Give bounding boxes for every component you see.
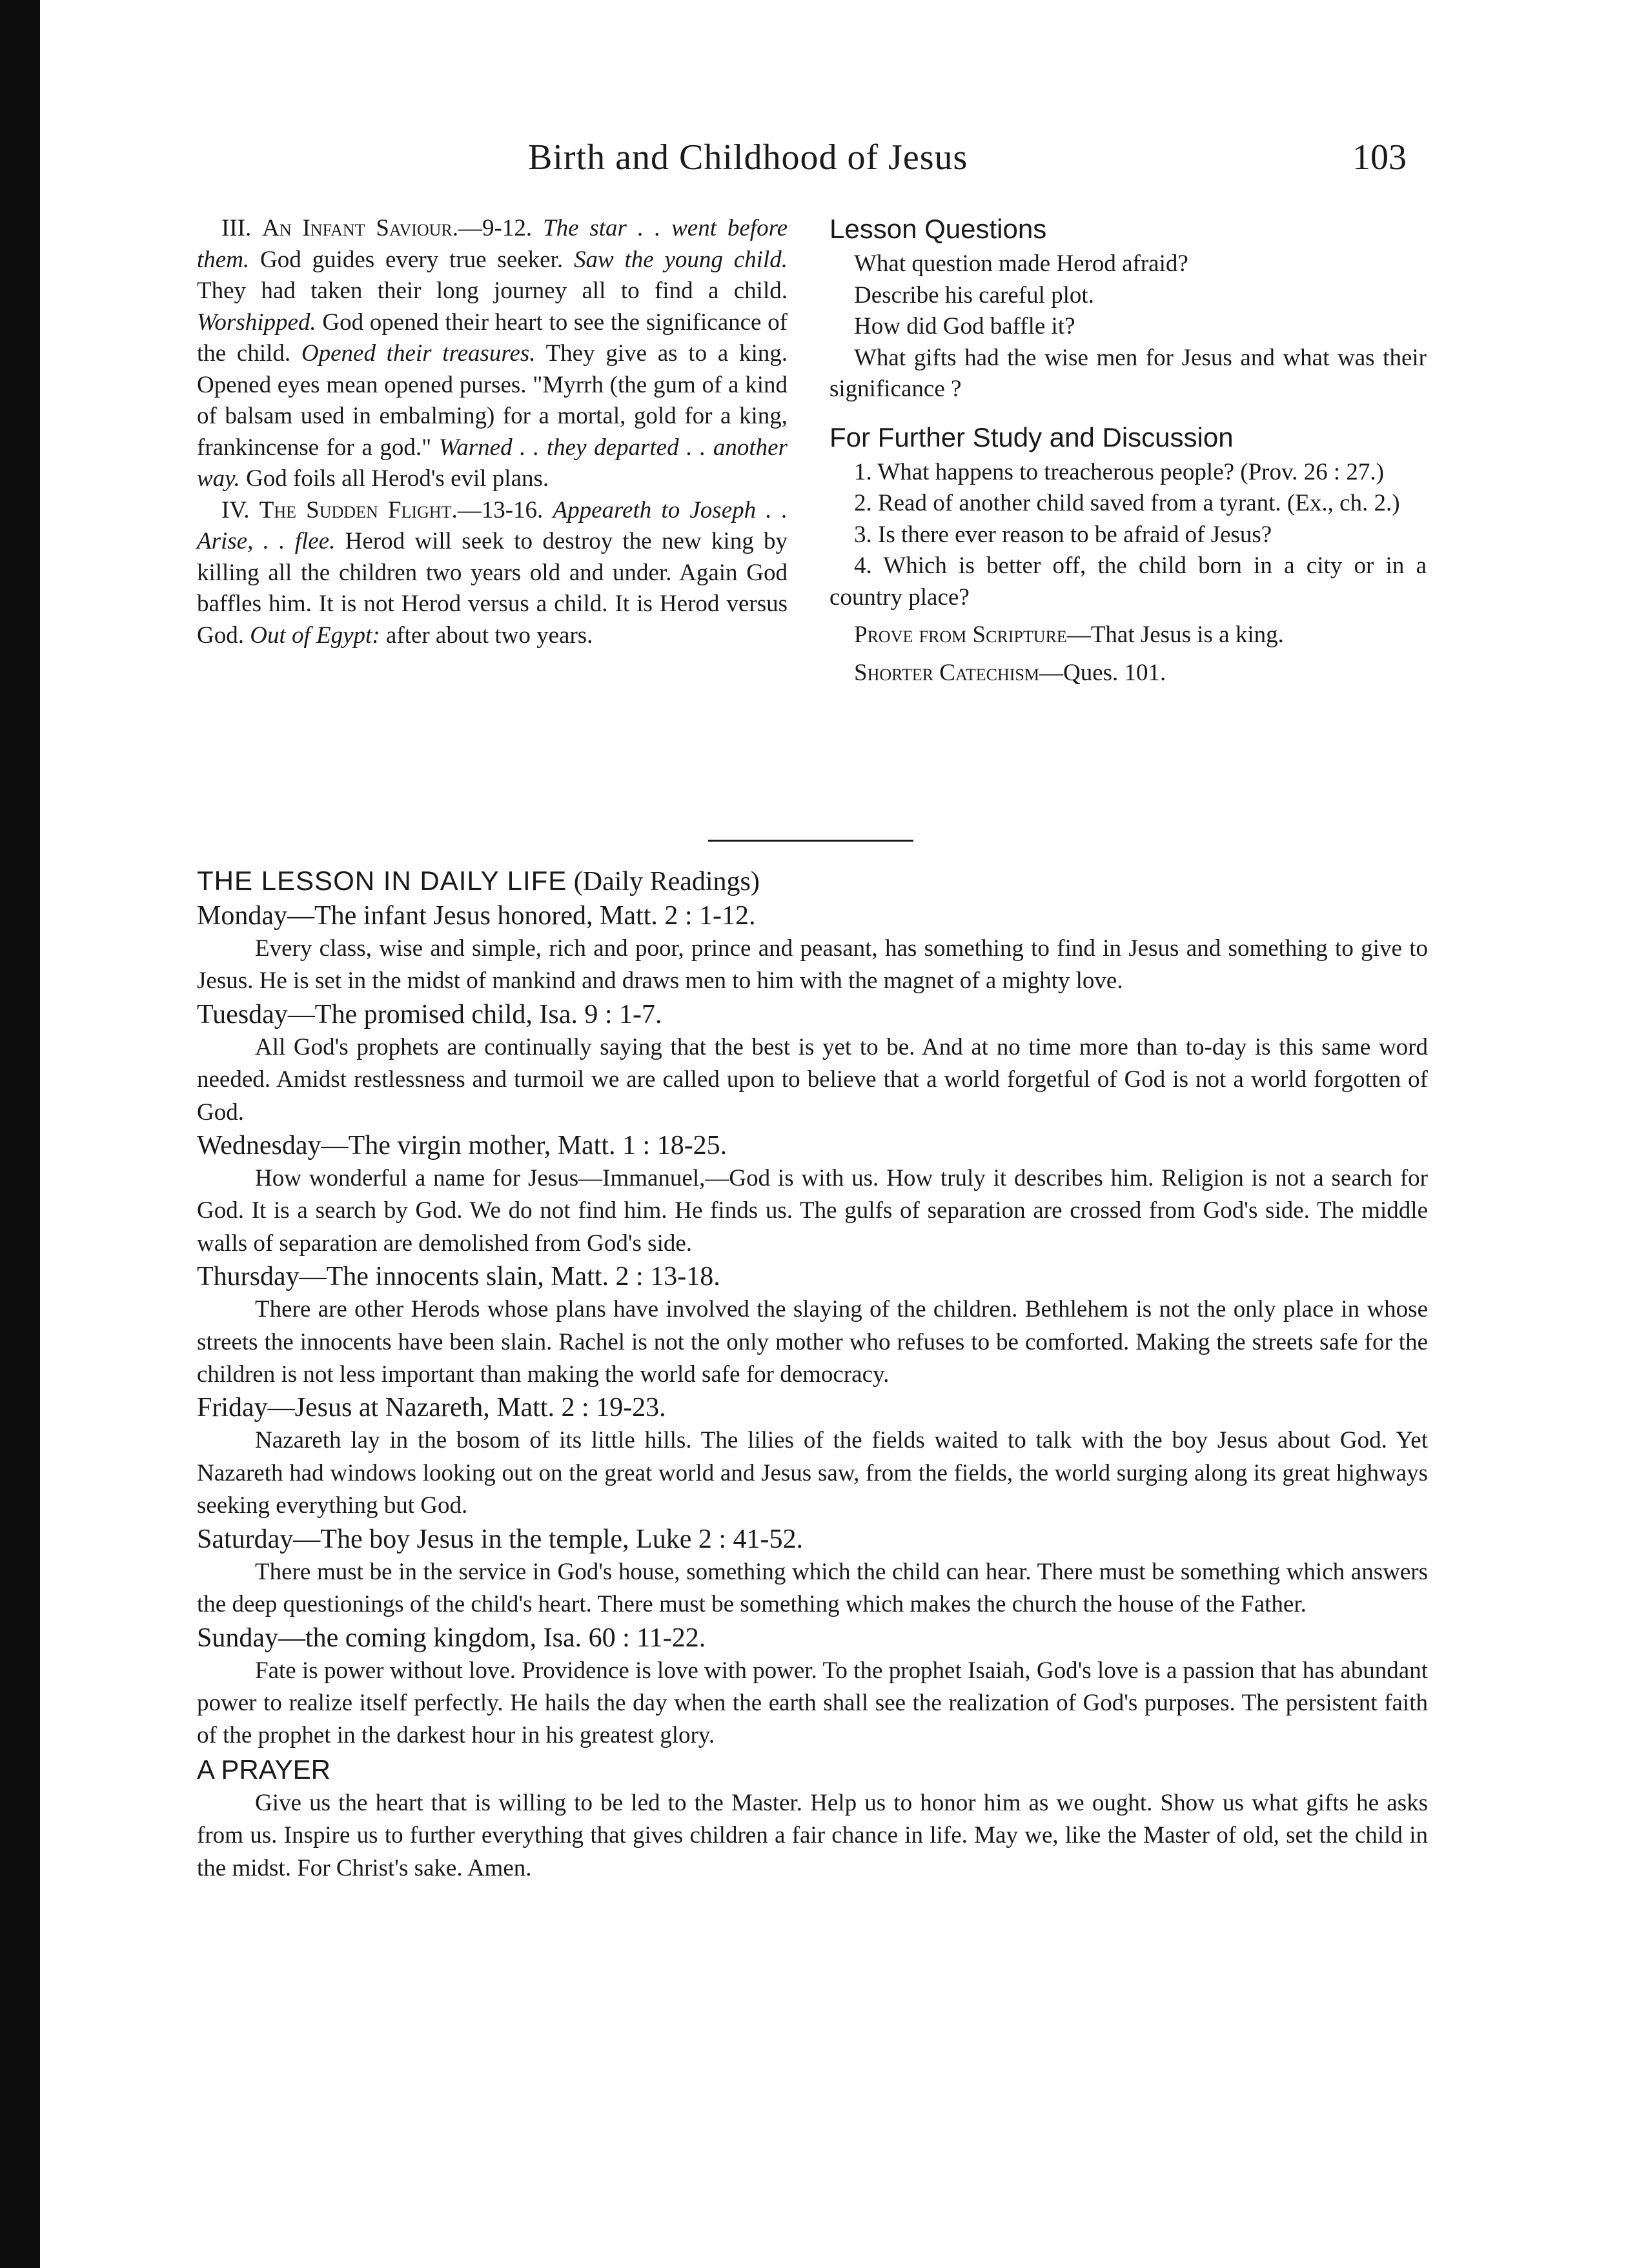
- section-infant-saviour: III. An Infant Saviour.—9-12. The star . . went before them. God guides every true seeker. Saw the young child. They had taken their long journey all to find a child. Worshipped. God opened their heart to see the significance of the child. Opened their treasures. They give as to a king. Opened eyes mean opened purses. "Myrrh (the gum of a kind of balsam used in embalming) for a mortal, gold for a king, frankincense for a god." Warned . . they departed . . another way. God foils all Herod's evil plans.: [197, 215, 788, 492]
- prayer-heading: A PRAYER: [197, 1754, 331, 1785]
- day-text-tuesday: All God's prophets are continually saying that the best is yet to be. And at no time more than to-day is this same word needed. Amidst restlessness and turmoil we are called upon to believe that a world forgetful of God is not a world forgotten of God.: [197, 1033, 1428, 1126]
- day-heading-friday: Friday—Jesus at Nazareth, Matt. 2 : 19-23.: [197, 1393, 666, 1423]
- day-text-friday: Nazareth lay in the bosom of its little hills. The lilies of the fields waited to talk with the boy Jesus about God. Yet Nazareth had windows looking out on the great world and Jesus saw, from the fields, the world surging along its great highways seeking everything but God.: [197, 1427, 1428, 1519]
- day-text-thursday: There are other Herods whose plans have involved the slaying of the children. Bethlehem is not the only place in whose streets the innocents have been slain. Rachel is not the only mother who refuses to be comforted. Making the streets safe for the children is not less important than making the world safe for democracy.: [197, 1296, 1428, 1388]
- day-heading-sunday: Sunday—the coming kingdom, Isa. 60 : 11-22.: [197, 1623, 706, 1653]
- day-text-sunday: Fate is power without love. Providence is love with power. To the prophet Isaiah, God's love is a passion that has abundant power to realize itself perfectly. He hails the day when the earth shall see the realization of God's purposes. The persistent faith of the prophet in the darkest hour in his greatest glory.: [197, 1657, 1428, 1749]
- section-heading: The Sudden Flight.: [259, 496, 458, 523]
- study-item: 3. Is there ever reason to be afraid of Jesus?: [854, 521, 1272, 548]
- question-item: What question made Herod afraid?: [854, 250, 1188, 277]
- question-item: What gifts had the wise men for Jesus and what was their significance ?: [829, 344, 1427, 402]
- day-heading-saturday: Saturday—The boy Jesus in the temple, Luke 2 : 41-52.: [197, 1524, 803, 1554]
- section-sudden-flight: IV. The Sudden Flight.—13-16. Appeareth to Joseph . . Arise, . . flee. Herod will seek to destroy the new king by killing all the children two years old and under. Again God baffles him. It is not Herod versus a child. It is Herod versus God. Out of Egypt: after about two years.: [197, 496, 788, 649]
- page-header-title: Birth and Childhood of Jesus: [528, 137, 968, 177]
- question-item: Describe his careful plot.: [854, 281, 1094, 309]
- daily-readings-title: THE LESSON IN DAILY LIFE (Daily Readings): [197, 866, 760, 896]
- page-number: 103: [1352, 137, 1407, 177]
- day-heading-thursday: Thursday—The innocents slain, Matt. 2 : 13-18.: [197, 1262, 720, 1292]
- day-heading-tuesday: Tuesday—The promised child, Isa. 9 : 1-7.: [197, 999, 662, 1029]
- right-column: [829, 210, 1427, 689]
- day-text-monday: Every class, wise and simple, rich and poor, prince and peasant, has something to find in Jesus and something to give to Jesus. He is set in the midst of mankind and draws men to him with the magnet of a mighty love.: [197, 935, 1428, 995]
- section-heading: An Infant Saviour.: [262, 215, 459, 241]
- further-study-heading: For Further Study and Discussion: [829, 421, 1234, 452]
- study-item: 2. Read of another child saved from a tyrant. (Ex., ch. 2.): [854, 490, 1400, 516]
- left-column: [197, 213, 788, 651]
- question-item: How did God baffle it?: [854, 313, 1075, 339]
- day-heading-wednesday: Wednesday—The virgin mother, Matt. 1 : 18-25.: [197, 1131, 728, 1161]
- scan-binding-edge: [0, 0, 40, 2268]
- prove-from-scripture: Prove from Scripture—That Jesus is a king.: [854, 622, 1284, 648]
- day-heading-monday: Monday—The infant Jesus honored, Matt. 2 : 1-12.: [197, 901, 756, 931]
- section-divider-rule: [708, 840, 913, 842]
- study-item: 1. What happens to treacherous people? (Prov. 26 : 27.): [854, 458, 1384, 485]
- shorter-catechism: Shorter Catechism—Ques. 101.: [854, 659, 1166, 686]
- study-item: 4. Which is better off, the child born in a city or in a country place?: [829, 552, 1427, 611]
- day-text-saturday: There must be in the service in God's house, something which the child can hear. There must be something which answers the deep questionings of the child's heart. There must be something which makes the church the house of the Father.: [197, 1558, 1428, 1618]
- day-text-wednesday: How wonderful a name for Jesus—Immanuel,—God is with us. How truly it describes him. Religion is not a search for God. It is a search by God. We do not find him. He finds us. The gulfs of separation are crossed from God's side. The middle walls of separation are demolished from God's side.: [197, 1165, 1428, 1257]
- daily-readings-section: [197, 864, 1428, 1885]
- prayer-text: Give us the heart that is willing to be led to the Master. Help us to honor him as we ought. Show us what gifts he asks from us. Inspire us to further everything that gives children a fair chance in life. May we, like the Master of old, set the child in the midst. For Christ's sake. Amen.: [197, 1789, 1428, 1881]
- lesson-questions-heading: Lesson Questions: [829, 214, 1047, 244]
